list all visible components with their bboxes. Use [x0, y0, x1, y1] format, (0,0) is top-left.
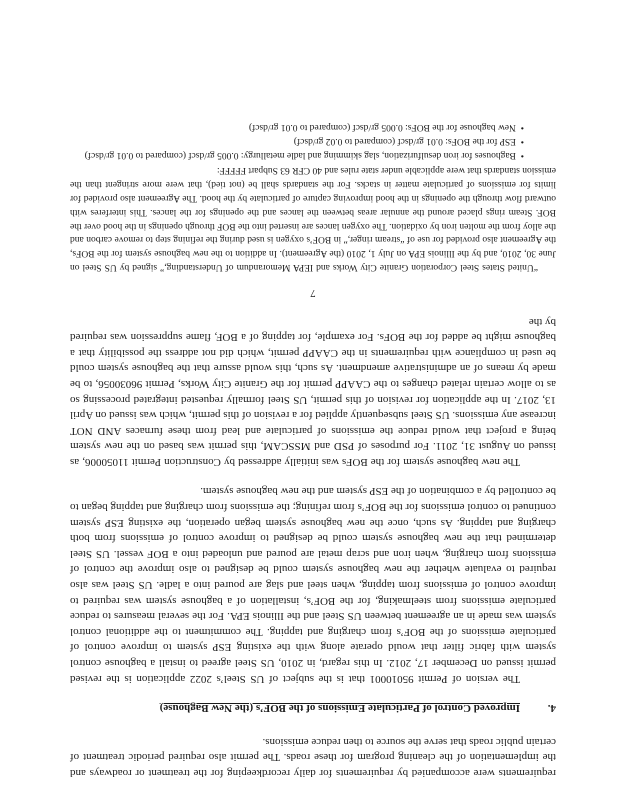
footnote-list — [70, 119, 556, 160]
opening-paragraph: requirements were accompanied by requirements for daily recordkeeping for the treatment or roadways and the implementation of the cleaning program for these roads. The permit also required periodic treatment of certain public roads that serve the source to then reduce emissions. — [70, 735, 556, 779]
paragraph-three: The new baghouse system for the BOFs was initially addressed by Construction Permit 11050006, as issued on August 31, 2011. For purposes of PSD and MSSCAM, this permit was based on the new system being a project that would reduce the emissions of particulate and lead from these furnaces AND NOT increase any emissions. US Steel subsequently applied for a revision of this permit, which was issued on April 13, 2017. In the application for revision of this permit, US Steel formally requested integrated processing so as to allow certain related changes to the CAAPP permit for the Granite City Works, Permit 96030056, to be made by means of an administrative amendment. As such, this would assure that the baghouse system could be used in compliance with requirements in the CAAPP permit, which did not address the possibility that a baghouse might be added for the BOFs. For example, for tapping of a BOF, flame suppression was required by the — [70, 315, 556, 468]
paragraph-two: The version of Permit 95010001 that is the subject of US Steel’s 2022 application is the revised permit issued on December 17, 2012. In this regard, in 2010, US Steel agreed to install a baghouse control system with fabric filter that would operate along with the existing ESP system to improve control of particulate emissions of the BOF’s from charging and tapping. The commitment to the additional control system was made in an agreement between US Steel and the Illinois EPA. For the several measures to reduce particulate emissions from steelmaking, for the BOF’s, installation of a baghouse system was required to improve control of emissions from tapping, when steel and slag are poured into a ladle. US Steel was also required to evaluate whether the new baghouse system could be designed to also improve the control of emissions from charging, when iron and scrap metal are poured and unloaded into a BOF vessel. US Steel determined that the new baghouse system could be designed to improve control of emissions from both charging and tapping. As such, once the new baghouse system began operation, the existing ESP system continued to control emissions for the BOF’s from refining; the emissions from charging and tapping began to be controlled by a combination of the ESP system and the new baghouse system. — [70, 485, 556, 685]
section-number: 4. — [547, 702, 556, 715]
page-number: 7 — [310, 286, 316, 299]
footnote-text: “United States Steel Corporation Granite City Works and IEPA Memorandum of Understanding,” signed by US Steel on June 30, 2010, and by the Illinois EPA on July 1, 2010 (the Agreement). In addition to the new baghouse system for the BOFs, the Agreement also provided for use of “stream ringer,” in BOF’s oxygen is used during the refining step to remove carbon and the alloy from the molten iron by oxidation. The oxygen lances are inserted into the BOF through openings in the hood over the BOF. Steam rings placed around the annular areas between the lances and the openings for the lances. This interferes with outward flow through the openings in the hood improving capture of particulate by the hood. The Agreement also provided for limits for emissions of particulate matter in stacks. For the standards shall be (not tied), that were more stringent than the emission standards that were applicable under state rules and 40 CFR 63 Subpart FFFFF: — [70, 165, 556, 272]
footnote-item: • Baghouses for iron desulfurization, slag skimming and ladle metallurgy: 0.005 gr/dscf (compared to 0.01 gr/dscf) — [70, 147, 524, 161]
footnote-item: • ESP for the BOFs: 0.01 gr/dscf (compared to 0.02 gr/dscf) — [70, 133, 524, 147]
section-title: Improved Control of Particulate Emissions of the BOF’s (the New Baghouse) — [159, 702, 520, 715]
section-heading — [70, 700, 556, 716]
footnote-item: • New baghouse for the BOFs: 0.005 gr/dscf (compared to 0.01 gr/dscf) — [70, 119, 524, 133]
page-content — [70, 119, 556, 780]
footnote — [70, 119, 556, 273]
